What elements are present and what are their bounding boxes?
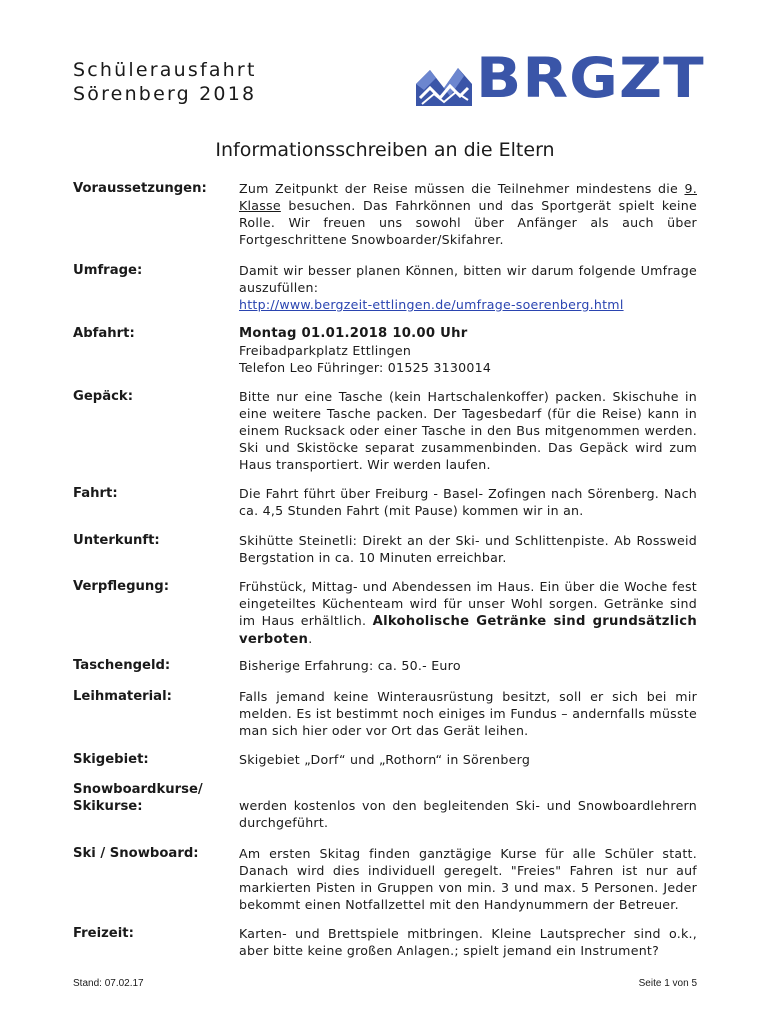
section-label: Unterkunft: xyxy=(73,533,160,548)
departure-date: Montag 01.01.2018 10.00 Uhr xyxy=(239,326,468,341)
title-line-1: Schülerausfahrt xyxy=(73,59,257,81)
section-label: Leihmaterial: xyxy=(73,689,172,704)
section-text: Frühstück, Mittag- und Abendessen im Haus. Ein über die Woche fest eingeteiltes Küchenteam wird für unser Wohl sorgen. Getränke sind im Haus erhältlich. Alkoholische Getränke sind grundsätzlich verboten. xyxy=(239,579,697,647)
section-label: Snowboardkurse/ Skikurse: xyxy=(73,782,203,814)
section-text: Skigebiet „Dorf“ und „Rothorn“ in Sörenberg xyxy=(239,752,531,767)
footer-date: Stand: 07.02.17 xyxy=(73,978,144,989)
logo-wordmark: BRGZT xyxy=(476,46,705,110)
section-text: Am ersten Skitag finden ganztägige Kurse für alle Schüler statt. Danach wird dies individuell geregelt. "Freies" Fahren ist nur auf markierten Pisten in Gruppen von min. 3 und max. 5 Personen. Jeder bekommt einen Notfallzettel mit den Handynummern der Betreuer. xyxy=(239,846,697,912)
section-text: Die Fahrt führt über Freiburg - Basel- Zofingen nach Sörenberg. Nach ca. 4,5 Stunden Fahrt (mit Pause) kommen wir in an. xyxy=(239,486,697,518)
section-text: Bitte nur eine Tasche (kein Hartschalenkoffer) packen. Skischuhe in eine weitere Tasche packen. Der Tagesbedarf (für die Reise) kann in einem Rucksack oder einer Tasche in den Bus mitgenommen werden. Ski und Skistöcke separat zusammenbinden. Das Gepäck wird zum Haus transportiert. Wir werden laufen. xyxy=(239,389,697,472)
section-label: Umfrage: xyxy=(73,263,143,278)
section-label: Abfahrt: xyxy=(73,326,135,341)
section-text: Damit wir besser planen Können, bitten wir darum folgende Umfrage auszufüllen: http://www.bergzeit-ettlingen.de/umfrage-soerenberg.html xyxy=(239,263,697,312)
page-number: Seite 1 von 5 xyxy=(638,978,697,989)
section-text: Bisherige Erfahrung: ca. 50.- Euro xyxy=(239,658,461,673)
survey-link[interactable]: http://www.bergzeit-ettlingen.de/umfrage-soerenberg.html xyxy=(239,297,624,312)
section-label: Voraussetzungen: xyxy=(73,181,207,196)
section-label: Taschengeld: xyxy=(73,658,171,673)
section-text: Montag 01.01.2018 10.00 Uhr Freibadparkplatz Ettlingen Telefon Leo Führinger: 01525 3130014 xyxy=(239,325,697,376)
section-label: Verpflegung: xyxy=(73,579,170,594)
section-text: werden kostenlos von den begleitenden Ski- und Snowboardlehrern durchgeführt. xyxy=(239,798,697,830)
section-text: Karten- und Brettspiele mitbringen. Kleine Lautsprecher sind o.k., aber bitte keine großen Anlagen.; spielt jemand ein Instrument? xyxy=(239,926,697,958)
section-label: Fahrt: xyxy=(73,486,118,501)
section-text: Skihütte Steinetli: Direkt an der Ski- und Schlittenpiste. Ab Rossweid Bergstation in ca. 10 Minuten erreichbar. xyxy=(239,533,697,565)
document-title xyxy=(73,58,257,106)
section-text: Zum Zeitpunkt der Reise müssen die Teilnehmer mindestens die 9. Klasse besuchen. Das Fahrkönnen und das Sportgerät spielt keine Rolle. Wir freuen uns sowohl über Anfänger als auch über Fortgeschrittene Snowboarder/Skifahrer. xyxy=(239,181,697,247)
section-label: Gepäck: xyxy=(73,389,133,404)
section-label: Freizeit: xyxy=(73,926,134,941)
title-line-2: Sörenberg 2018 xyxy=(73,83,257,105)
section-label: Ski / Snowboard: xyxy=(73,846,199,861)
brgzt-logo xyxy=(416,46,705,110)
page-heading: Informationsschreiben an die Eltern xyxy=(215,139,555,161)
mountain-logo-icon xyxy=(416,54,472,106)
section-text: Falls jemand keine Winterausrüstung besitzt, soll er sich bei mir melden. Es ist bestimmt noch einiges im Fundus – andernfalls müsste man sich hier oder vor Ort das Gerät leihen. xyxy=(239,689,697,738)
section-label: Skigebiet: xyxy=(73,752,149,767)
